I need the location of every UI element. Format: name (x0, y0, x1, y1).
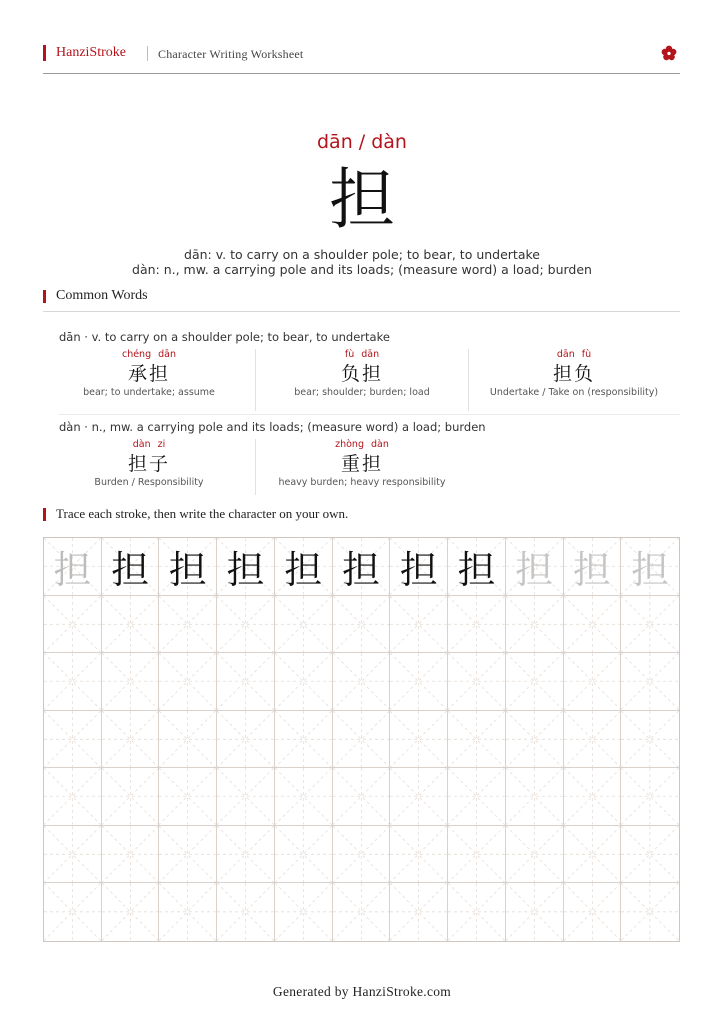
practice-cell[interactable] (564, 883, 622, 941)
practice-cell[interactable] (102, 826, 160, 884)
stroke-order-cell[interactable] (102, 538, 160, 596)
practice-cell[interactable] (564, 596, 622, 654)
practice-cell[interactable] (275, 826, 333, 884)
practice-cell[interactable] (564, 768, 622, 826)
practice-cell[interactable] (333, 883, 391, 941)
stroke-order-cell[interactable] (275, 538, 333, 596)
stroke-step-char: 担 (341, 547, 380, 592)
practice-cell[interactable] (44, 596, 102, 654)
word-pinyin: zhòng dàn (335, 439, 389, 450)
brand-name[interactable]: HanziStroke (56, 45, 126, 60)
practice-cell[interactable] (44, 711, 102, 769)
practice-cell[interactable] (275, 711, 333, 769)
practice-cell[interactable] (333, 826, 391, 884)
practice-cell[interactable] (506, 768, 564, 826)
practice-cell[interactable] (217, 883, 275, 941)
stroke-step-char: 担 (284, 547, 323, 592)
practice-cell[interactable] (621, 768, 679, 826)
practice-cell[interactable] (621, 711, 679, 769)
practice-cell[interactable] (621, 653, 679, 711)
word-meaning: heavy burden; heavy responsibility (278, 477, 446, 488)
practice-cell[interactable] (102, 768, 160, 826)
stroke-order-cell[interactable] (217, 538, 275, 596)
group-rule (59, 414, 680, 415)
practice-cell[interactable] (102, 711, 160, 769)
practice-cell[interactable] (621, 596, 679, 654)
practice-cell[interactable] (506, 596, 564, 654)
practice-cell[interactable] (159, 596, 217, 654)
word-card[interactable] (256, 439, 468, 489)
practice-cell[interactable] (506, 653, 564, 711)
practice-cell[interactable] (390, 826, 448, 884)
practice-cell[interactable] (564, 826, 622, 884)
practice-cell[interactable] (275, 596, 333, 654)
word-meaning: bear; shoulder; burden; load (294, 387, 430, 398)
practice-cell[interactable] (44, 768, 102, 826)
character-pinyin: dān / dàn (317, 131, 407, 153)
word-meaning: Undertake / Take on (responsibility) (489, 387, 659, 398)
plum-blossom-icon (660, 44, 678, 62)
practice-cell[interactable] (275, 768, 333, 826)
word-hanzi: 担子 (127, 453, 170, 475)
stroke-step-char: 担 (457, 547, 496, 592)
practice-cell[interactable] (390, 596, 448, 654)
stroke-step-char: 担 (226, 547, 265, 592)
practice-cell[interactable] (333, 768, 391, 826)
word-pinyin: chéng dān (121, 349, 177, 360)
header-subtitle: Character Writing Worksheet (158, 47, 304, 61)
practice-cell[interactable] (217, 596, 275, 654)
practice-cell[interactable] (506, 826, 564, 884)
practice-cell[interactable] (159, 711, 217, 769)
practice-cell[interactable] (448, 826, 506, 884)
section-accent-bar (43, 290, 46, 303)
word-card[interactable] (256, 349, 468, 399)
practice-cell[interactable] (564, 711, 622, 769)
section-title: Common Words (56, 288, 148, 303)
practice-cell[interactable] (448, 768, 506, 826)
practice-cell[interactable] (275, 653, 333, 711)
section-accent-bar (43, 508, 46, 521)
word-meaning: bear; to undertake; assume (83, 387, 215, 398)
word-pinyin: fù dān (344, 349, 380, 360)
word-card[interactable] (43, 349, 255, 399)
practice-cell[interactable] (217, 653, 275, 711)
stroke-step-char: 担 (572, 547, 611, 592)
word-hanzi: 重担 (340, 453, 383, 475)
word-hanzi: 负担 (340, 363, 383, 385)
practice-cell[interactable] (102, 653, 160, 711)
practice-cell[interactable] (44, 653, 102, 711)
stroke-step-char: 担 (631, 547, 670, 592)
character-hanzi: 担 (329, 161, 395, 238)
practice-cell[interactable] (159, 768, 217, 826)
practice-cell[interactable] (621, 826, 679, 884)
stroke-step-char: 担 (399, 547, 438, 592)
practice-cell[interactable] (448, 596, 506, 654)
stroke-order-cell[interactable] (448, 538, 506, 596)
word-meaning: Burden / Responsibility (94, 477, 204, 488)
practice-cell[interactable] (333, 653, 391, 711)
practice-cell[interactable] (448, 653, 506, 711)
practice-cell[interactable] (621, 883, 679, 941)
practice-cell[interactable] (102, 883, 160, 941)
stroke-step-char: 担 (53, 547, 92, 592)
practice-cell[interactable] (448, 711, 506, 769)
instruction-text: Trace each stroke, then write the character on your own. (56, 506, 349, 521)
worksheet-header (43, 44, 680, 74)
stroke-step-char: 担 (168, 547, 207, 592)
header-divider (147, 46, 148, 61)
stroke-order-cell[interactable] (44, 538, 102, 596)
definition-dan1: dān: v. to carry on a shoulder pole; to bear, to undertake (184, 247, 540, 262)
practice-cell[interactable] (390, 883, 448, 941)
practice-cell[interactable] (217, 826, 275, 884)
practice-cell[interactable] (333, 596, 391, 654)
practice-cell[interactable] (390, 768, 448, 826)
stroke-order-cell[interactable] (390, 538, 448, 596)
stroke-order-cell[interactable] (333, 538, 391, 596)
practice-cell[interactable] (390, 653, 448, 711)
practice-cell[interactable] (159, 653, 217, 711)
practice-cell[interactable] (159, 883, 217, 941)
word-pinyin: dàn zi (132, 439, 166, 450)
practice-cell[interactable] (506, 883, 564, 941)
practice-cell[interactable] (217, 711, 275, 769)
practice-cell[interactable] (44, 883, 102, 941)
stroke-order-cell[interactable] (159, 538, 217, 596)
word-pinyin: dān fù (556, 349, 592, 360)
stroke-order-cell[interactable] (621, 538, 679, 596)
definition-dan4: dàn: n., mw. a carrying pole and its loads; (measure word) a load; burden (132, 262, 592, 277)
word-group-heading: dān · v. to carry on a shoulder pole; to bear, to undertake (59, 330, 390, 344)
word-card[interactable] (43, 439, 255, 489)
word-hanzi: 担负 (552, 363, 595, 385)
word-hanzi: 承担 (127, 363, 170, 385)
practice-cell[interactable] (275, 883, 333, 941)
stroke-step-char: 担 (111, 547, 150, 592)
practice-cell[interactable] (333, 711, 391, 769)
practice-grid[interactable] (43, 537, 680, 942)
practice-cell[interactable] (564, 653, 622, 711)
practice-cell[interactable] (506, 711, 564, 769)
practice-cell[interactable] (390, 711, 448, 769)
footer-credit: Generated by HanziStroke.com (272, 984, 452, 999)
word-group-heading: dàn · n., mw. a carrying pole and its loads; (measure word) a load; burden (59, 420, 486, 434)
practice-cell[interactable] (44, 826, 102, 884)
word-card[interactable] (468, 349, 680, 399)
brand-accent-bar (43, 45, 46, 61)
practice-cell[interactable] (102, 596, 160, 654)
section-rule (43, 311, 680, 312)
practice-cell[interactable] (448, 883, 506, 941)
stroke-order-cell[interactable] (506, 538, 564, 596)
stroke-order-cell[interactable] (564, 538, 622, 596)
practice-cell[interactable] (159, 826, 217, 884)
practice-cell[interactable] (217, 768, 275, 826)
stroke-step-char: 担 (515, 547, 554, 592)
